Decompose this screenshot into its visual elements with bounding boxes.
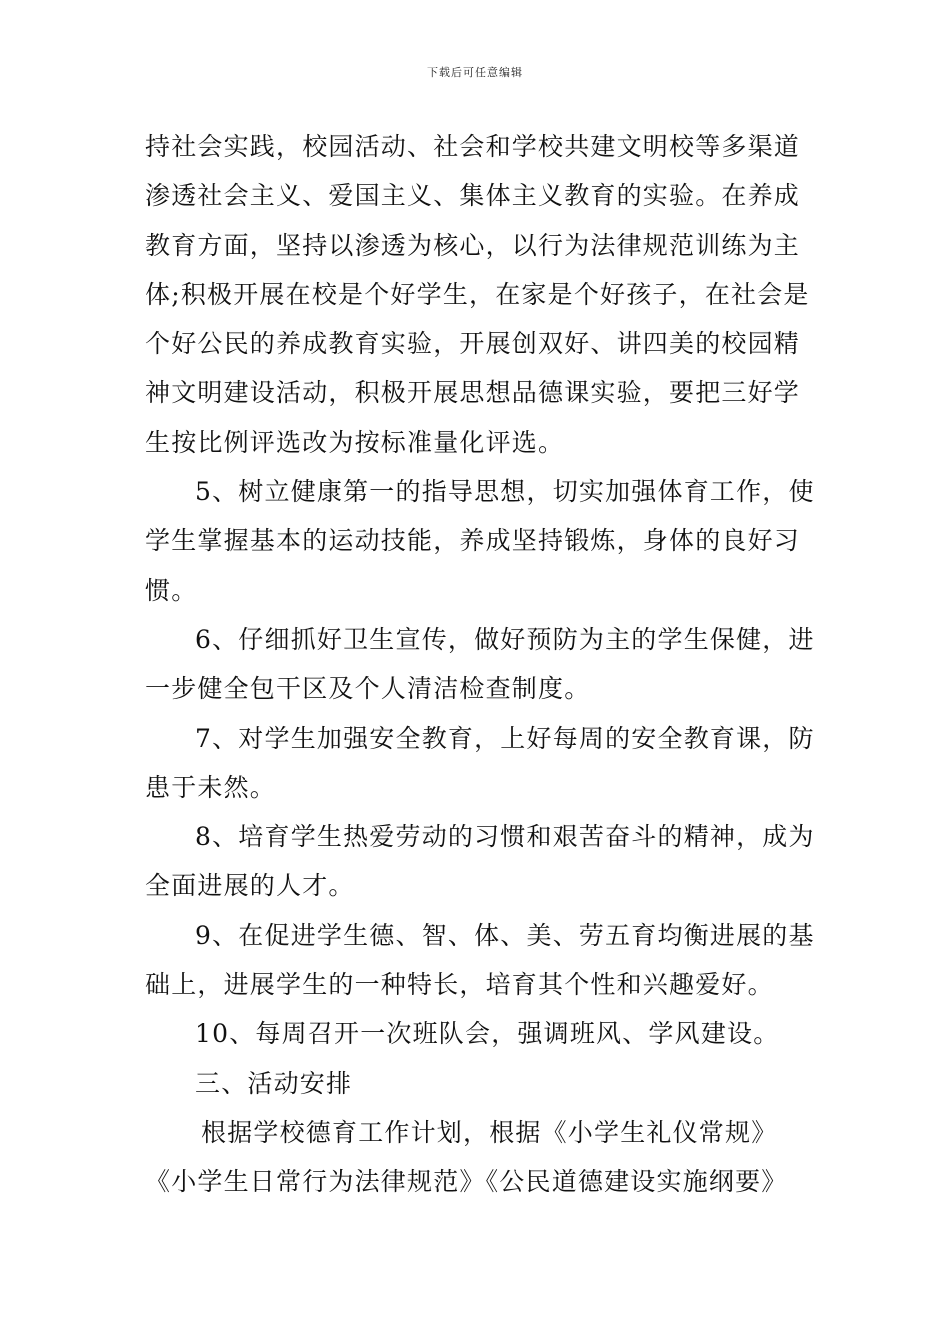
paragraph-start-line: 7、对学生加强安全教育，上好每周的安全教育课，防 — [195, 723, 815, 753]
paragraph-start-line: 8、培育学生热爱劳动的习惯和艰苦奋斗的精神，成为 — [195, 822, 815, 852]
paragraph-start-line: 根据学校德育工作计划，根据《小学生礼仪常规》 — [201, 1117, 778, 1147]
page-header: 下载后可任意编辑 — [427, 66, 523, 79]
text-line: 个好公民的养成教育实验，开展创双好、讲四美的校园精 — [145, 329, 801, 359]
text-line: 生按比例评选改为按标准量化评选。 — [145, 427, 565, 457]
text-line: 持社会实践，校园活动、社会和学校共建文明校等多渠道 — [145, 132, 801, 161]
paragraph-start-line: 10、每周召开一次班队会，强调班风、学风建设。 — [195, 1019, 780, 1049]
text-line: 体;积极开展在校是个好学生，在家是个好孩子，在社会是 — [145, 279, 810, 309]
text-line: 础上，进展学生的一种特长，培育其个性和兴趣爱好。 — [145, 970, 774, 1000]
section-heading: 三、活动安排 — [195, 1068, 353, 1098]
text-line: 患于未然。 — [145, 772, 277, 802]
paragraph-start-line: 6、仔细抓好卫生宣传，做好预防为主的学生保健，进 — [195, 624, 815, 654]
text-line: 惯。 — [145, 575, 198, 605]
text-line: 全面进展的人才。 — [145, 871, 355, 901]
text-line: 神文明建设活动，积极开展思想品德课实验，要把三好学 — [145, 378, 801, 408]
text-line: 学生掌握基本的运动技能，养成坚持锻炼，身体的良好习 — [145, 526, 801, 556]
text-line: 渗透社会主义、爱国主义、集体主义教育的实验。在养成 — [145, 181, 801, 211]
paragraph-start-line: 5、树立健康第一的指导思想，切实加强体育工作，使 — [195, 477, 815, 507]
body-text — [145, 122, 815, 1207]
text-line: 《小学生日常行为法律规范》《公民道德建设实施纲要》 — [145, 1167, 788, 1197]
paragraph-start-line: 9、在促进学生德、智、体、美、劳五育均衡进展的基 — [195, 920, 815, 950]
text-line: 一步健全包干区及个人清洁检查制度。 — [145, 674, 591, 704]
text-line: 教育方面，坚持以渗透为核心，以行为法律规范训练为主 — [145, 230, 801, 260]
